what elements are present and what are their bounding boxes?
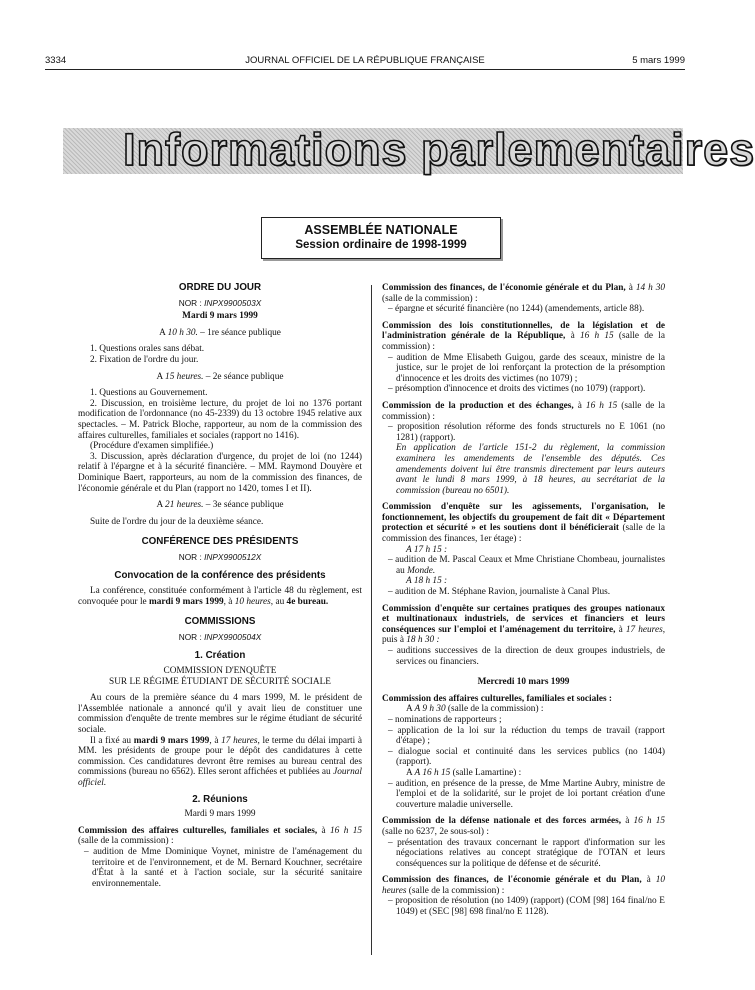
commission-entry: Commission d'enquête sur certaines pratiques des groupes nationaux et multinationaux industriels, de services et financiers et leurs conséquences sur l'emploi et l'aménagement du territoire, à 17 heures, puis à 18 h 30 : <box>382 603 666 646</box>
issue-date: 5 mars 1999 <box>632 55 685 66</box>
nor-reference: NOR : INPX9900503X <box>178 297 262 308</box>
creation-line: SUR LE RÉGIME ÉTUDIANT DE SÉCURITÉ SOCIALE <box>109 676 331 687</box>
agenda-item: – audition, en présence de la presse, de Mme Martine Aubry, ministre de l'emploi et de la solidarité, sur le projet de loi portant création d'une couverture maladie universelle. <box>388 778 665 810</box>
creation-heading: 1. Création <box>194 650 246 662</box>
agenda-item: – présentation des travaux concernant le rapport d'information sur les négociations relatives au concept stratégique de l'OTAN et leurs conséquences sur la politique de défense et de sécurité. <box>388 837 665 869</box>
agenda-item: – proposition résolution réforme des fonds structurels no E 1061 (no 1281) (rapport). <box>388 422 665 443</box>
commission-entry: Commission des affaires culturelles, familiales et sociales : <box>382 693 612 704</box>
session-date: Mardi 9 mars 1999 <box>182 311 258 322</box>
time-slot: A 17 h 15 : <box>406 544 448 555</box>
creation-line: COMMISSION D'ENQUÊTE <box>163 666 277 677</box>
agenda-item: – proposition de résolution (no 1409) (rapport) (COM [98] 164 final/no E 1049) et (SEC [98] 698 final/no E 1128). <box>388 896 665 918</box>
commission-entry: Commission des finances, de l'économie générale et du Plan, à 10 heures (salle de la commission) : <box>382 875 665 896</box>
commission-entry: Commission de la défense nationale et des forces armées, à 16 h 15 (salle no 6237, 2e sous-sol) : <box>382 816 665 837</box>
banner-title: Informations parlementaires <box>123 124 755 175</box>
seance-1-heading: A 10 h 30. – 1re séance publique <box>159 327 281 338</box>
seance-2-item: 1. Questions au Gouvernement. <box>90 388 208 399</box>
left-column <box>78 283 362 889</box>
seance-2-item: 2. Discussion, en troisième lecture, du projet de loi no 1376 portant modification de l'ordonnance (no 45-2339) du 13 octobre 1945 relative aux spectacles. – M. Patrick Bloche, rapporteur, au nom de la commission des affaires culturelles, familiales et sociales (rapport no 1416). <box>78 398 362 441</box>
commission-entry: Commission des lois constitutionnelles, de la législation et de l'administration générale de la République, à 16 h 15 (salle de la commission) : <box>382 320 666 352</box>
reunions-heading: 2. Réunions <box>192 793 248 805</box>
column-divider <box>371 285 372 955</box>
assembly-name: ASSEMBLÉE NATIONALE <box>304 223 458 237</box>
assembly-box <box>261 217 501 259</box>
agenda-item: – auditions successives de la direction de deux groupes industriels, de services ou financiers. <box>388 646 665 667</box>
seance-1-item: 2. Fixation de l'ordre du jour. <box>90 354 199 365</box>
right-column <box>382 283 665 918</box>
reunions-date: Mardi 9 mars 1999 <box>184 809 256 820</box>
convocation-text: La conférence, constituée conformément à l'article 48 du règlement, est convoquée pour le mardi 9 mars 1999, à 10 heures, au 4e bureau. <box>78 586 362 607</box>
nor-reference: NOR : INPX9900512X <box>178 551 262 562</box>
agenda-item: – application de la loi sur la réduction du temps de travail (rapport d'étape) ; <box>388 725 665 747</box>
seance-3-item: Suite de l'ordre du jour de la deuxième séance. <box>90 516 264 527</box>
commission-entry: Commission des finances, de l'économie générale et du Plan, à 14 h 30 (salle de la commission) : <box>382 283 666 304</box>
time-slot: A A 9 h 30 (salle de la commission) : <box>406 704 544 715</box>
creation-paragraph: Il a fixé au mardi 9 mars 1999, à 17 heures, le terme du délai imparti à MM. les présidents de groupe pour le dépôt des candidatures à cette commission. Ces candidatures devront être remises au bureau central des commissions (bureau no 6562). Elles seront affichées et publiées au Journal officiel. <box>78 735 363 788</box>
commission-entry: Commission de la production et des échanges, à 16 h 15 (salle de la commission) : <box>382 400 665 422</box>
page-number: 3334 <box>45 55 67 66</box>
amendment-note: En application de l'article 151-2 du règlement, la commission examinera les amendements de l'ensemble des députés. Ces amendements doivent lui être transmis directement par leurs auteurs avant le lundi 8 mars 1999, à 18 heures, au secrétariat de la commission (bureau no 6501). <box>396 443 665 496</box>
agenda-item: – audition de Mme Elisabeth Guigou, garde des sceaux, ministre de la justice, sur le projet de loi renforçant la protection de la présomption d'innocence et les droits des victimes (no 1079) ; <box>388 352 665 384</box>
agenda-item: – présomption d'innocence et droits des victimes (no 1079) (rapport). <box>388 384 646 395</box>
seance-2-item: 3. Discussion, après déclaration d'urgence, du projet de loi (no 1244) relatif à l'épargne et à la sécurité financière. – MM. Raymond Douyère et Dominique Baert, rapporteurs, au nom de la commission des finances, de l'économie générale et du Plan (rapport no 1420, tomes I et II). <box>78 451 362 494</box>
agenda-item: – audition de M. Pascal Ceaux et Mme Christiane Chombeau, journalistes au Monde. <box>388 555 665 576</box>
section-banner <box>63 124 755 175</box>
agenda-item: – audition de M. Stéphane Ravion, journaliste à Canal Plus. <box>388 587 611 598</box>
agenda-item: – dialogue social et continuité dans les services publics (no 1404) (rapport). <box>388 746 665 768</box>
session-date: Mercredi 10 mars 1999 <box>477 677 570 688</box>
agenda-item: – audition de Mme Dominique Voynet, ministre de l'aménagement du territoire et de l'environnement, et de M. Bernard Kouchner, secrétaire d'État à la santé et à l'action sociale, sur la sécurité sanitaire environnementale. <box>84 846 362 889</box>
seance-2-heading: A 15 heures. – 2e séance publique <box>156 371 284 382</box>
time-slot: A A 16 h 15 (salle Lamartine) : <box>406 767 522 778</box>
conference-heading: CONFÉRENCE DES PRÉSIDENTS <box>141 536 299 548</box>
nor-reference: NOR : INPX9900504X <box>178 631 262 642</box>
commission-entry: Commission des affaires culturelles, familiales et sociales, à 16 h 15 (salle de la commission) : <box>78 825 363 847</box>
running-header <box>45 55 685 69</box>
header-rule <box>45 69 685 70</box>
time-slot: A 18 h 15 : <box>406 576 448 587</box>
agenda-item: – épargne et sécurité financière (no 1244) (amendements, article 88). <box>388 304 645 315</box>
ordre-du-jour-heading: ORDRE DU JOUR <box>178 282 262 293</box>
seance-3-heading: A 21 heures. – 3e séance publique <box>156 500 284 511</box>
convocation-heading: Convocation de la conférence des présidents <box>114 570 326 582</box>
procedure-note: (Procédure d'examen simplifiée.) <box>90 441 214 452</box>
commissions-heading: COMMISSIONS <box>184 616 256 628</box>
seance-1-item: 1. Questions orales sans débat. <box>90 344 205 355</box>
journal-title: JOURNAL OFFICIEL DE LA RÉPUBLIQUE FRANÇAISE <box>245 55 485 66</box>
creation-paragraph: Au cours de la première séance du 4 mars 1999, M. le président de l'Assemblée nationale a annoncé qu'il y avait lieu de constituer une commission d'enquête de trente membres sur le régime étudiant de sécurité sociale. <box>78 693 362 735</box>
commission-entry: Commission d'enquête sur les agissements, l'organisation, le fonctionnement, les objectifs du groupement de fait dit « Département protection et sécurité » et les soutiens dont il bénéficierait (salle de la commission des finances, 1er étage) : <box>382 502 665 545</box>
session-name: Session ordinaire de 1998-1999 <box>295 239 467 251</box>
agenda-item: – nominations de rapporteurs ; <box>388 714 502 725</box>
